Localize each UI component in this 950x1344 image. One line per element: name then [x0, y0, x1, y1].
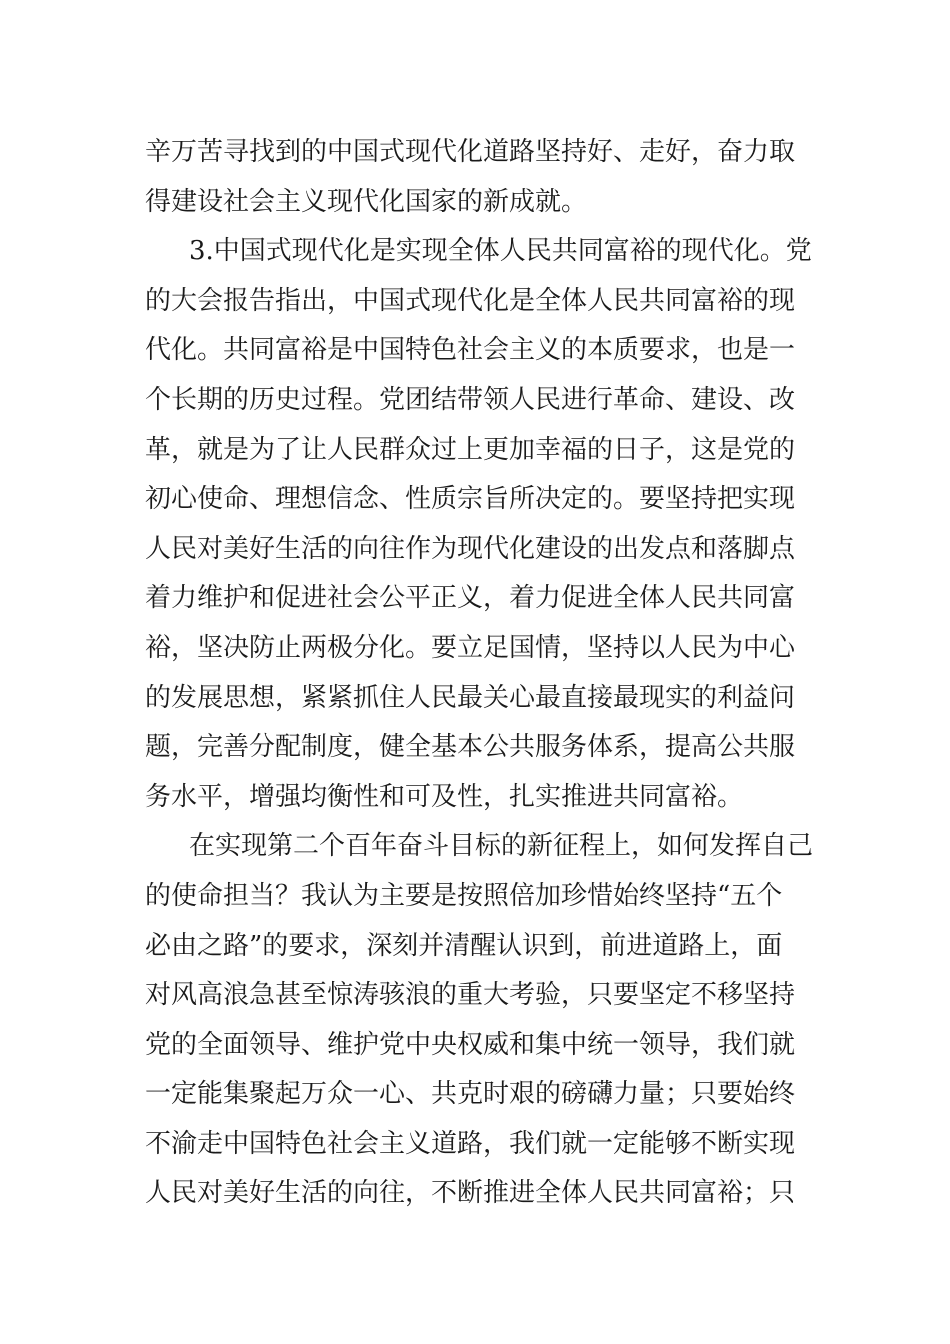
text-line: 个长期的历史过程。党团结带领人民进行革命、建设、改	[145, 384, 796, 415]
text-line: 得建设社会主义现代化国家的新成就。	[145, 186, 588, 217]
text-line: 人民对美好生活的向往作为现代化建设的出发点和落脚点	[145, 533, 796, 564]
text-line: 务水平，增强均衡性和可及性，扎实推进共同富裕。	[145, 781, 744, 812]
text-line: 辛万苦寻找到的中国式现代化道路坚持好、走好，奋力取	[145, 137, 796, 167]
text-line: 的发展思想，紧紧抓住人民最关心最直接最现实的利益问	[145, 682, 796, 713]
text-line: 的大会报告指出，中国式现代化是全体人民共同富裕的现	[145, 285, 796, 316]
body-text	[145, 128, 825, 1219]
text-line: 对风高浪急甚至惊涛骇浪的重大考验，只要坚定不移坚持	[145, 980, 796, 1011]
text-line: 不渝走中国特色社会主义道路，我们就一定能够不断实现	[145, 1128, 796, 1159]
text-line: 代化。共同富裕是中国特色社会主义的本质要求，也是一	[145, 335, 796, 366]
paragraph-start-line: 3.中国式现代化是实现全体人民共同富裕的现代化。党	[189, 236, 812, 267]
text-line: 人民对美好生活的向往，不断推进全体人民共同富裕；只	[145, 1178, 796, 1209]
paragraph-start-line: 在实现第二个百年奋斗目标的新征程上，如何发挥自己	[189, 831, 814, 862]
text-line: 初心使命、理想信念、性质宗旨所决定的。要坚持把实现	[145, 484, 796, 515]
text-line: 着力维护和促进社会公平正义，着力促进全体人民共同富	[145, 583, 796, 614]
text-line: 题，完善分配制度，健全基本公共服务体系，提高公共服	[145, 732, 796, 763]
text-line: 的使命担当？我认为主要是按照倍加珍惜始终坚持“五个	[145, 880, 783, 911]
text-line: 一定能集聚起万众一心、共克时艰的磅礴力量；只要始终	[145, 1079, 796, 1110]
text-line: 党的全面领导、维护党中央权威和集中统一领导，我们就	[145, 1029, 796, 1060]
text-line: 革，就是为了让人民群众过上更加幸福的日子，这是党的	[145, 434, 796, 465]
text-line: 必由之路”的要求，深刻并清醒认识到，前进道路上，面	[145, 930, 783, 961]
text-line: 裕，坚决防止两极分化。要立足国情，坚持以人民为中心	[145, 632, 796, 663]
